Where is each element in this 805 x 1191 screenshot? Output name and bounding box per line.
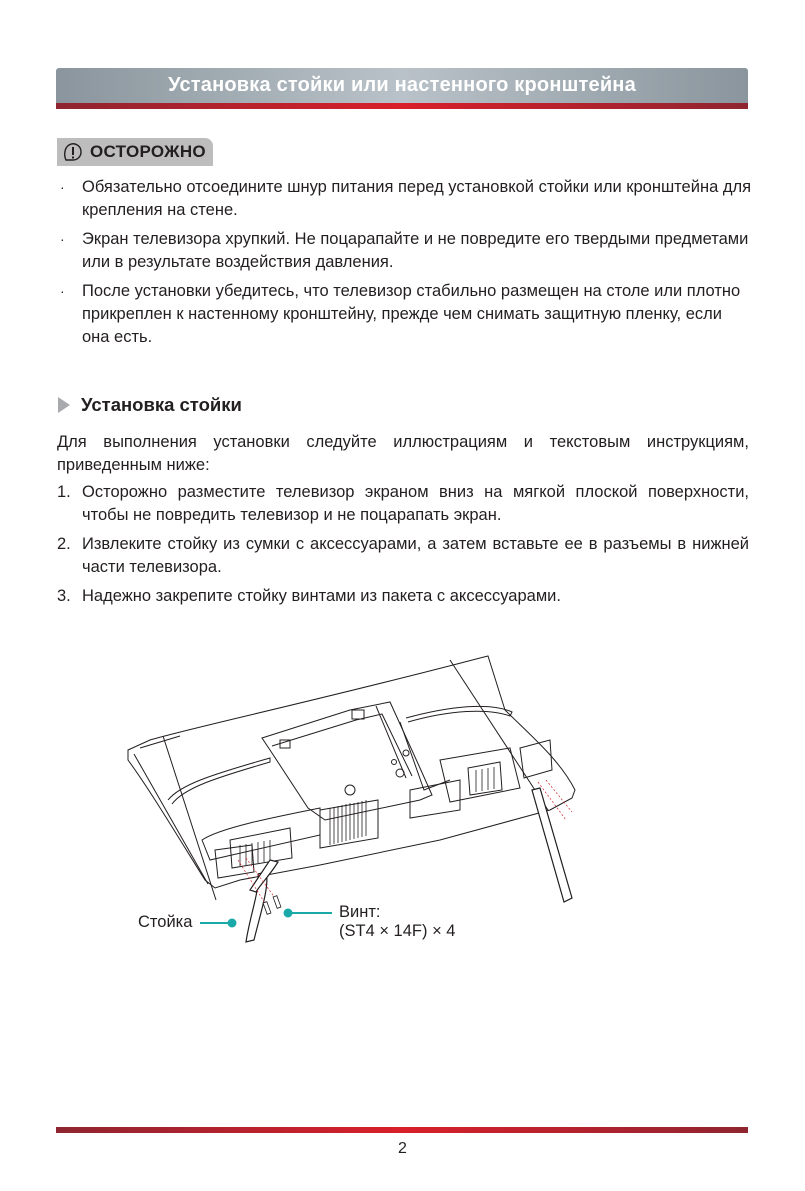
- caution-item-text: После установки убедитесь, что телевизор стабильно размещен на столе или плотно прикреплен к настенному кронштейну, прежде чем снимать защитную пленку, если она есть.: [82, 282, 741, 346]
- step-item: [57, 533, 749, 579]
- footer-accent-stripe: [56, 1127, 748, 1133]
- step-number: 2.: [57, 535, 71, 553]
- caution-badge: [57, 138, 213, 166]
- header-accent-stripe: [56, 103, 748, 109]
- bullet-dot: ·: [60, 231, 65, 247]
- step-text: Извлеките стойку из сумки с аксессуарами, а затем вставьте ее в разъемы в нижней части телевизора.: [82, 535, 749, 576]
- screw-callout-label: [339, 903, 455, 941]
- caution-item-text: Обязательно отсоедините шнур питания перед установкой стойки или кронштейна для крепления на стене.: [82, 178, 752, 219]
- step-text: Осторожно разместите телевизор экраном вниз на мягкой плоской поверхности, чтобы не повредить телевизор и не поцарапать экран.: [82, 483, 749, 524]
- caution-item: [57, 280, 752, 349]
- section-title: Установка стойки: [81, 394, 242, 415]
- section-intro: Для выполнения установки следуйте иллюстрациям и текстовым инструкциям, приведенным ниже:: [57, 433, 749, 474]
- step-number: 1.: [57, 483, 71, 501]
- step-item: [57, 585, 749, 608]
- stand-callout-label: Стойка: [138, 913, 193, 931]
- section-heading: [57, 394, 242, 416]
- caution-item: [57, 228, 752, 274]
- screw-callout-spec: (ST4 × 14F) × 4: [339, 922, 456, 940]
- bullet-dot: ·: [60, 283, 65, 299]
- page-title: Установка стойки или настенного кронштейна: [168, 74, 636, 96]
- step-text: Надежно закрепите стойку винтами из пакета с аксессуарами.: [82, 587, 561, 605]
- caution-item-text: Экран телевизора хрупкий. Не поцарапайте и не повредите его твердыми предметами или в результате воздействия давления.: [82, 230, 749, 271]
- step-number: 3.: [57, 587, 71, 605]
- step-item: [57, 481, 749, 527]
- caution-item: [57, 176, 752, 222]
- page-header-bar: [56, 68, 748, 103]
- caution-list: [57, 176, 752, 355]
- page-number: 2: [398, 1140, 407, 1157]
- steps-list: [57, 481, 749, 614]
- screw-callout-title: Винт:: [339, 903, 381, 921]
- triangle-arrow-icon: [57, 396, 71, 414]
- caution-exclamation-icon: [62, 141, 84, 163]
- bullet-dot: ·: [60, 179, 65, 195]
- caution-label: ОСТОРОЖНО: [90, 142, 206, 161]
